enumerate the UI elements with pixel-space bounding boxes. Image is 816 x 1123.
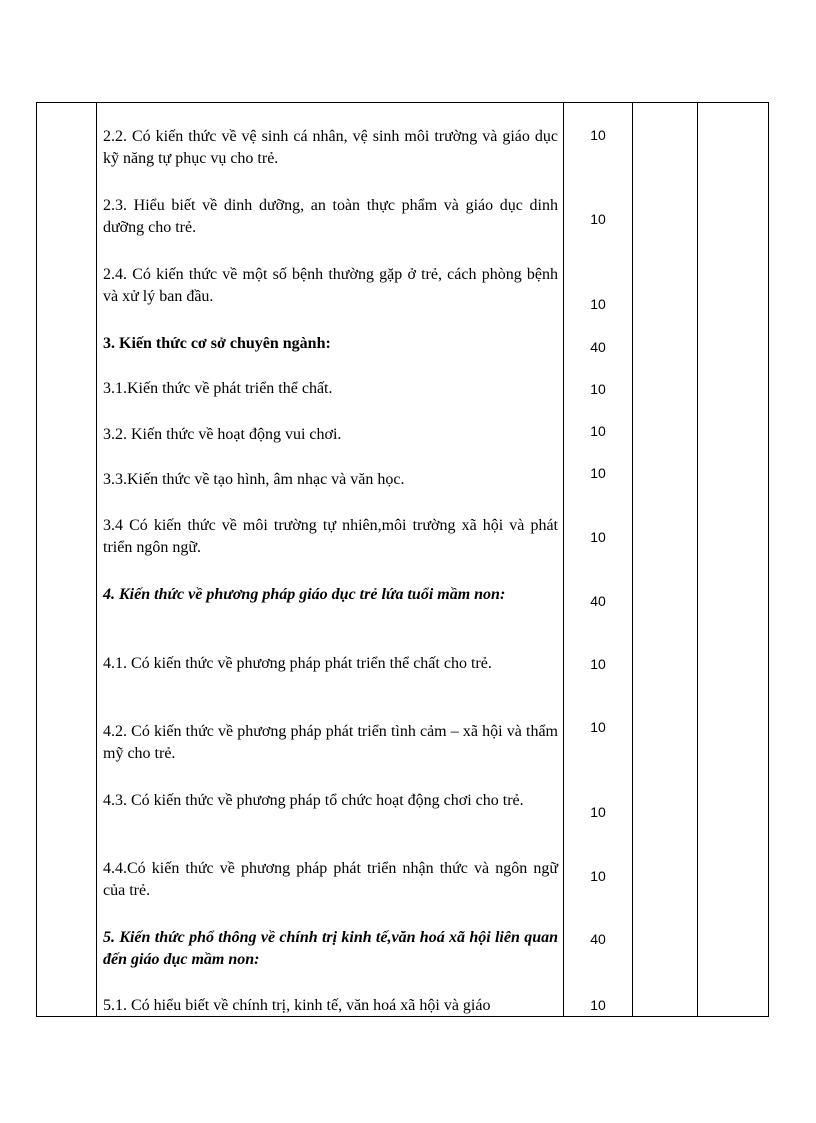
section-3-heading: 3. Kiến thức cơ sở chuyên ngành: <box>103 335 331 352</box>
criterion-5-1-text: 5.1. Có hiểu biết về chính trị, kinh tế, văn hoá xã hội và giáo <box>103 997 491 1014</box>
criterion-4-3-score: 10 <box>590 804 606 820</box>
criterion-4-4-score: 10 <box>590 868 606 884</box>
criterion-3-3-score: 10 <box>590 465 606 481</box>
criterion-2-3-score: 10 <box>590 211 606 227</box>
criterion-3-2-text: 3.2. Kiến thức về hoạt động vui chơi. <box>103 426 342 443</box>
criterion-4-1-text: 4.1. Có kiến thức về phương pháp phát triển thể chất cho trẻ. <box>103 655 492 672</box>
criterion-5-1-score: 10 <box>590 997 606 1013</box>
criterion-4-2-text: 4.2. Có kiến thức về phương pháp phát triển tình cảm – xã hội và thẩm mỹ cho trẻ. <box>103 723 558 762</box>
criterion-3-1-text: 3.1.Kiến thức về phát triển thể chất. <box>103 380 333 397</box>
criterion-4-1-score: 10 <box>590 656 606 672</box>
column-divider-3 <box>632 102 633 1017</box>
criterion-2-4-score: 10 <box>590 296 606 312</box>
section-4-score: 40 <box>590 593 606 609</box>
criterion-2-3-text: 2.3. Hiểu biết về dinh dưỡng, an toàn thực phẩm và giáo dục dinh dưỡng cho trẻ. <box>103 197 558 236</box>
criterion-4-2-score: 10 <box>590 719 606 735</box>
section-5-heading: 5. Kiến thức phổ thông về chính trị kinh tế,văn hoá xã hội liên quan đến giáo dục mầm non: <box>103 929 558 968</box>
criterion-3-1-score: 10 <box>590 381 606 397</box>
criterion-2-2-text: 2.2. Có kiến thức về vệ sinh cá nhân, vệ sinh môi trường và giáo dục kỹ năng tự phục vụ cho trẻ. <box>103 128 558 167</box>
column-divider-4 <box>697 102 698 1017</box>
criterion-2-2-score: 10 <box>590 127 606 143</box>
criterion-4-3-text: 4.3. Có kiến thức về phương pháp tổ chức hoạt động chơi cho trẻ. <box>103 792 524 809</box>
column-divider-1 <box>96 102 97 1017</box>
criterion-4-4-text: 4.4.Có kiến thức về phương pháp phát triển nhận thức và ngôn ngữ của trẻ. <box>103 860 558 899</box>
criterion-2-4-text: 2.4. Có kiến thức về một số bệnh thường gặp ở trẻ, cách phòng bệnh và xử lý ban đầu. <box>103 266 558 305</box>
section-3-score: 40 <box>590 339 606 355</box>
section-4-heading: 4. Kiến thức về phương pháp giáo dục trẻ lứa tuổi mầm non: <box>103 586 506 603</box>
criterion-3-3-text: 3.3.Kiến thức về tạo hình, âm nhạc và văn học. <box>103 471 405 488</box>
section-5-score: 40 <box>590 931 606 947</box>
criterion-3-2-score: 10 <box>590 423 606 439</box>
criterion-3-4-score: 10 <box>590 529 606 545</box>
criterion-3-4-text: 3.4 Có kiến thức về môi trường tự nhiên,môi trường xã hội và phát triển ngôn ngữ. <box>103 517 558 556</box>
